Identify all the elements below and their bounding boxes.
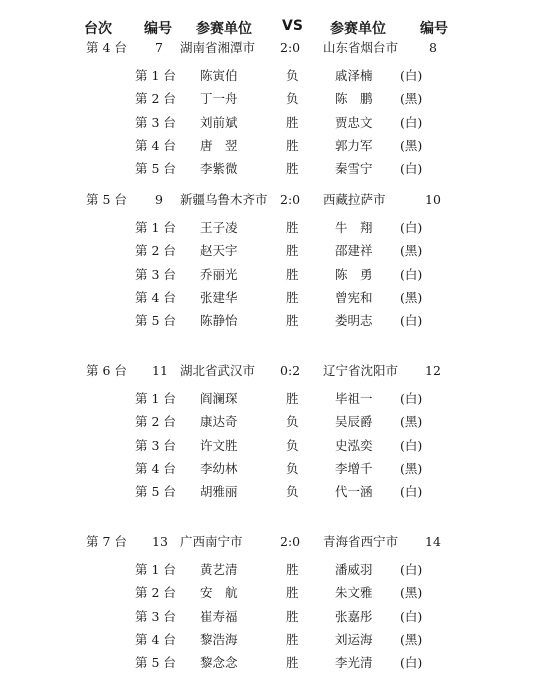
player2-name: 潘威羽 xyxy=(335,562,373,577)
player2-color: (白) xyxy=(400,266,423,282)
team1-number: 9 xyxy=(155,192,163,207)
board-row xyxy=(0,218,550,238)
player2-color: (白) xyxy=(400,68,423,83)
board-row xyxy=(0,436,550,456)
player2-name: 张嘉彤 xyxy=(335,608,373,624)
header-round: 台次 xyxy=(84,21,112,37)
player2-color: (白) xyxy=(400,391,423,406)
match-score: 0:2 xyxy=(280,363,301,378)
board-result: 胜 xyxy=(286,220,299,235)
team2-number: 8 xyxy=(429,40,437,55)
board-number: 第 2 台 xyxy=(135,585,176,601)
board-result: 胜 xyxy=(286,161,299,177)
board-number: 第 4 台 xyxy=(135,137,176,153)
header-number1: 编号 xyxy=(144,21,172,37)
board-result: 胜 xyxy=(286,137,299,153)
player1-name: 丁一舟 xyxy=(200,91,238,107)
board-result: 胜 xyxy=(286,631,299,647)
player2-name: 曾宪和 xyxy=(335,289,373,305)
player2-name: 戚泽楠 xyxy=(335,68,373,83)
team2-name: 青海省西宁市 xyxy=(323,534,399,549)
player1-name: 陈静怡 xyxy=(200,313,238,329)
team2-name: 西藏拉萨市 xyxy=(323,192,386,207)
player1-name: 许文胜 xyxy=(200,437,238,453)
board-result: 胜 xyxy=(286,391,299,406)
team1-name: 湖南省湘潭市 xyxy=(180,40,256,55)
board-result: 胜 xyxy=(286,313,299,329)
player1-name: 黄艺清 xyxy=(200,562,238,577)
player2-name: 秦雪宁 xyxy=(335,161,373,177)
board-row xyxy=(0,113,550,133)
team1-number: 13 xyxy=(152,534,168,549)
player1-name: 安 航 xyxy=(200,585,238,601)
player2-name: 朱文雅 xyxy=(335,585,373,601)
player1-name: 崔寿福 xyxy=(200,608,238,624)
match-header-row xyxy=(0,361,550,381)
board-row xyxy=(0,288,550,308)
board-row xyxy=(0,136,550,156)
player2-name: 陈 鹏 xyxy=(335,91,373,107)
player2-color: (黑) xyxy=(400,631,423,647)
player1-name: 刘前斌 xyxy=(200,114,238,130)
board-result: 胜 xyxy=(286,266,299,282)
board-row xyxy=(0,89,550,109)
board-number: 第 4 台 xyxy=(135,631,176,647)
board-number: 第 2 台 xyxy=(135,414,176,430)
match-score: 2:0 xyxy=(280,534,301,549)
board-result: 胜 xyxy=(286,243,299,259)
board-result: 胜 xyxy=(286,655,299,671)
board-number: 第 2 台 xyxy=(135,243,176,259)
player2-name: 郭力军 xyxy=(335,137,373,153)
board-number: 第 5 台 xyxy=(135,161,176,177)
board-number: 第 5 台 xyxy=(135,655,176,671)
player2-color: (黑) xyxy=(400,585,423,601)
player2-color: (白) xyxy=(400,220,423,235)
board-number: 第 5 台 xyxy=(135,313,176,329)
match-table: 第 5 台 xyxy=(86,192,127,207)
player2-name: 牛 翔 xyxy=(335,220,373,235)
board-row xyxy=(0,241,550,261)
player2-color: (白) xyxy=(400,437,423,453)
player2-name: 娄明志 xyxy=(335,313,373,329)
board-row xyxy=(0,653,550,673)
board-result: 负 xyxy=(286,484,299,500)
header-team2: 参赛单位 xyxy=(330,21,386,37)
player1-name: 乔丽光 xyxy=(200,266,238,282)
player2-color: (白) xyxy=(400,313,423,329)
match-header-row xyxy=(0,190,550,210)
team1-name: 新疆乌鲁木齐市 xyxy=(180,192,268,207)
team1-number: 7 xyxy=(155,40,163,55)
board-result: 负 xyxy=(286,437,299,453)
player2-name: 贾忠文 xyxy=(335,114,373,130)
player2-name: 史泓奕 xyxy=(335,437,373,453)
board-result: 胜 xyxy=(286,289,299,305)
player1-name: 李幼林 xyxy=(200,460,238,476)
player1-name: 李紫微 xyxy=(200,161,238,177)
player2-name: 邵建祥 xyxy=(335,243,373,259)
board-row xyxy=(0,311,550,331)
board-result: 胜 xyxy=(286,608,299,624)
team1-name: 广西南宁市 xyxy=(180,534,243,549)
board-number: 第 1 台 xyxy=(135,68,176,83)
board-number: 第 1 台 xyxy=(135,562,176,577)
board-result: 胜 xyxy=(286,585,299,601)
board-number: 第 3 台 xyxy=(135,266,176,282)
team2-name: 辽宁省沈阳市 xyxy=(323,363,399,378)
team2-number: 14 xyxy=(425,534,441,549)
header-vs: VS xyxy=(282,18,303,34)
team2-name: 山东省烟台市 xyxy=(323,40,399,55)
board-number: 第 5 台 xyxy=(135,484,176,500)
table-header xyxy=(0,10,550,40)
board-row xyxy=(0,389,550,409)
player1-name: 黎浩海 xyxy=(200,631,238,647)
board-row xyxy=(0,560,550,580)
player2-name: 吴辰爵 xyxy=(335,414,373,430)
player2-name: 李增千 xyxy=(335,460,373,476)
match-table: 第 7 台 xyxy=(86,534,127,549)
player1-name: 康达奇 xyxy=(200,414,238,430)
player2-color: (白) xyxy=(400,608,423,624)
player2-name: 李光清 xyxy=(335,655,373,671)
team2-number: 12 xyxy=(425,363,441,378)
board-row xyxy=(0,630,550,650)
board-result: 负 xyxy=(286,68,299,83)
team1-name: 湖北省武汉市 xyxy=(180,363,256,378)
player2-color: (黑) xyxy=(400,414,423,430)
player2-color: (黑) xyxy=(400,289,423,305)
board-row xyxy=(0,583,550,603)
board-row xyxy=(0,265,550,285)
board-result: 负 xyxy=(286,414,299,430)
match-table: 第 4 台 xyxy=(86,40,127,55)
player2-color: (黑) xyxy=(400,460,423,476)
board-row xyxy=(0,482,550,502)
player2-color: (白) xyxy=(400,114,423,130)
match-header-row xyxy=(0,38,550,58)
match-header-row xyxy=(0,532,550,552)
header-number2: 编号 xyxy=(420,21,448,37)
board-result: 负 xyxy=(286,460,299,476)
player1-name: 陈寅伯 xyxy=(200,68,238,83)
board-result: 胜 xyxy=(286,562,299,577)
player2-color: (黑) xyxy=(400,137,423,153)
player1-name: 赵天宇 xyxy=(200,243,238,259)
board-number: 第 3 台 xyxy=(135,114,176,130)
player1-name: 唐 翌 xyxy=(200,137,238,153)
player2-color: (黑) xyxy=(400,91,423,107)
board-number: 第 2 台 xyxy=(135,91,176,107)
player2-name: 毕祖一 xyxy=(335,391,373,406)
player1-name: 阎澜琛 xyxy=(200,391,238,406)
player2-name: 陈 勇 xyxy=(335,266,373,282)
board-number: 第 1 台 xyxy=(135,391,176,406)
board-number: 第 3 台 xyxy=(135,437,176,453)
match-score: 2:0 xyxy=(280,192,301,207)
board-row xyxy=(0,159,550,179)
player1-name: 张建华 xyxy=(200,289,238,305)
player2-color: (白) xyxy=(400,562,423,577)
board-result: 胜 xyxy=(286,114,299,130)
board-result: 负 xyxy=(286,91,299,107)
player2-color: (白) xyxy=(400,161,423,177)
board-number: 第 1 台 xyxy=(135,220,176,235)
player2-name: 代一涵 xyxy=(335,484,373,500)
player1-name: 胡雅丽 xyxy=(200,484,238,500)
match-table: 第 6 台 xyxy=(86,363,127,378)
board-number: 第 4 台 xyxy=(135,460,176,476)
board-number: 第 4 台 xyxy=(135,289,176,305)
board-row xyxy=(0,66,550,86)
board-number: 第 3 台 xyxy=(135,608,176,624)
player2-color: (黑) xyxy=(400,243,423,259)
team2-number: 10 xyxy=(425,192,441,207)
player1-name: 王子凌 xyxy=(200,220,238,235)
player1-name: 黎念念 xyxy=(200,655,238,671)
board-row xyxy=(0,459,550,479)
player2-color: (白) xyxy=(400,484,423,500)
header-team1: 参赛单位 xyxy=(196,21,252,37)
board-row xyxy=(0,607,550,627)
player2-name: 刘运海 xyxy=(335,631,373,647)
player2-color: (白) xyxy=(400,655,423,671)
board-row xyxy=(0,412,550,432)
match-score: 2:0 xyxy=(280,40,301,55)
team1-number: 11 xyxy=(152,363,168,378)
